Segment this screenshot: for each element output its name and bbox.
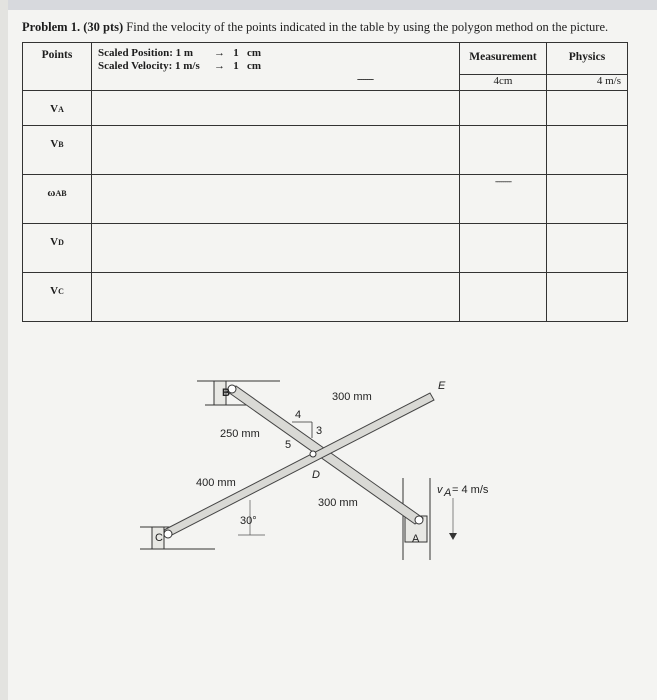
problem-number: Problem 1. [22, 20, 81, 34]
row-label-vd: VD [23, 224, 92, 273]
scale-velocity-label: Scaled Velocity: 1 m/s [98, 60, 200, 72]
label-e: E [438, 380, 446, 392]
pin-a [415, 516, 423, 524]
angle-30: 30° [240, 515, 257, 527]
wab-dashes: -------- [495, 176, 511, 186]
measurement-header: Measurement [460, 43, 547, 75]
velocity-symbol: v [437, 484, 443, 496]
slope-4: 4 [295, 409, 302, 421]
va-measurement: 4cm [460, 74, 547, 90]
slope-5: 5 [285, 439, 292, 451]
pin-c [164, 530, 172, 538]
pin-d [310, 451, 316, 457]
scale-position-value: 1 [233, 47, 239, 59]
scale-velocity-value: 1 [233, 60, 239, 72]
velocity-value: = 4 m/s [452, 484, 489, 496]
problem-text: Find the velocity of the points indicated in the table by using the polygon method on the picture. [126, 20, 609, 34]
slope-3: 3 [316, 425, 323, 437]
row-label-va: VA [23, 91, 92, 126]
scale-position-arrow: → [214, 47, 225, 59]
dimension-250: 250 mm [220, 428, 260, 440]
scale-position-unit: cm [247, 47, 262, 59]
scale-velocity-arrow: → [214, 60, 225, 72]
dimension-400: 400 mm [196, 477, 236, 489]
dimension-300-top: 300 mm [332, 391, 372, 403]
velocity-arrow-head [449, 533, 457, 540]
label-a: A [412, 533, 420, 545]
va-physics: 4 m/s [547, 74, 628, 90]
row-label-vc: VC [23, 273, 92, 322]
scale-position-label: Scaled Position: 1 m [98, 47, 194, 59]
label-b: B [222, 387, 230, 399]
label-c: C [155, 532, 163, 544]
physics-header: Physics [547, 43, 628, 75]
dimension-300-bottom: 300 mm [318, 497, 358, 509]
problem-points: (30 pts) [83, 20, 124, 34]
points-header: Points [23, 43, 92, 91]
row-label-wab: ωAB [23, 175, 92, 224]
velocity-subscript: A [444, 487, 452, 499]
row-label-vb: VB [23, 126, 92, 175]
label-d: D [312, 469, 320, 481]
scale-velocity-unit: cm [247, 60, 262, 72]
scale-dashes: -------- [357, 74, 373, 84]
